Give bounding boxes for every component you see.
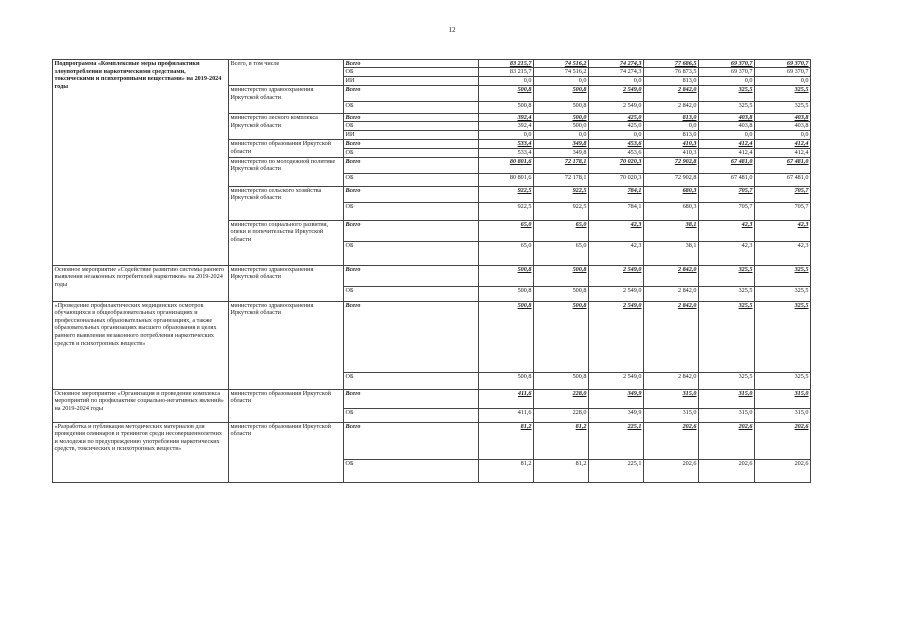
funding-source: ИИ [344, 77, 479, 86]
value-cell: 500,8 [479, 102, 534, 114]
value-cell: 72 902,8 [644, 173, 699, 186]
value-cell: 74 516,2 [534, 68, 589, 77]
value-cell: 0,0 [534, 77, 589, 86]
funding-source: Всего [344, 389, 479, 408]
value-cell: 202,6 [755, 459, 811, 482]
funding-source: ОБ [344, 173, 479, 186]
funding-source: ОБ [344, 202, 479, 220]
value-cell: 0,0 [699, 77, 755, 86]
value-cell: 325,5 [755, 102, 811, 114]
value-cell: 325,5 [755, 86, 811, 102]
value-cell: 410,3 [644, 148, 699, 157]
value-cell: 65,0 [479, 241, 534, 265]
value-cell: 81,2 [534, 422, 589, 459]
program-name: «Проведение профилактических медицинских осмотров обучающихся в общеобразовательных организациях и профессиональных образовательных организациях, а также образовательных организациях высшего образования в целях раннего выявления незаконного потребления наркотических средств и психотропных веществ» [53, 301, 229, 389]
value-cell: 202,6 [644, 459, 699, 482]
value-cell: 784,1 [589, 186, 644, 202]
value-cell: 81,2 [479, 459, 534, 482]
value-cell: 813,0 [644, 131, 699, 140]
funding-source: Всего [344, 186, 479, 202]
value-cell: 0,0 [755, 131, 811, 140]
value-cell: 412,4 [699, 140, 755, 148]
value-cell: 325,5 [699, 286, 755, 301]
value-cell: 813,0 [644, 114, 699, 122]
value-cell: 533,4 [479, 140, 534, 148]
value-cell: 0,0 [589, 77, 644, 86]
budget-table [52, 59, 811, 483]
value-cell: 680,3 [644, 186, 699, 202]
value-cell: 2 842,0 [644, 86, 699, 102]
funding-source: Всего [344, 301, 479, 372]
value-cell: 2 842,0 [644, 286, 699, 301]
value-cell: 453,6 [589, 140, 644, 148]
value-cell: 315,0 [699, 389, 755, 408]
value-cell: 2 842,0 [644, 265, 699, 286]
value-cell: 500,8 [534, 372, 589, 389]
value-cell: 325,5 [699, 86, 755, 102]
table-row-total [53, 60, 811, 68]
funding-source: Всего [344, 220, 479, 241]
funding-source: ОБ [344, 148, 479, 157]
funding-source: Всего [344, 86, 479, 102]
funding-source: ОБ [344, 102, 479, 114]
executor-cell: Всего, в том числе [229, 60, 344, 86]
value-cell: 813,0 [644, 77, 699, 86]
value-cell: 500,0 [534, 114, 589, 122]
value-cell: 2 549,0 [589, 286, 644, 301]
executor-cell: министерство образования Иркутской области [229, 140, 344, 157]
value-cell: 349,9 [589, 408, 644, 422]
value-cell: 65,0 [534, 220, 589, 241]
table-row-total [53, 265, 811, 286]
value-cell: 315,0 [755, 408, 811, 422]
value-cell: 325,5 [755, 265, 811, 286]
executor-cell: министерство лесного комплекса Иркутской области [229, 114, 344, 140]
funding-source: ОБ [344, 459, 479, 482]
value-cell: 425,0 [589, 122, 644, 131]
value-cell: 0,0 [534, 131, 589, 140]
funding-source: ОБ [344, 122, 479, 131]
value-cell: 2 549,0 [589, 301, 644, 372]
funding-source: ОБ [344, 241, 479, 265]
executor-cell: министерство здравоохранения Иркутской области [229, 301, 344, 389]
value-cell: 70 020,3 [589, 173, 644, 186]
value-cell: 2 549,0 [589, 86, 644, 102]
program-name: Основное мероприятие «Содействие развитию системы раннего выявления незаконных потребителей наркотиков» на 2019-2024 годы [53, 265, 229, 301]
value-cell: 784,1 [589, 202, 644, 220]
value-cell: 67 481,0 [699, 173, 755, 186]
value-cell: 2 842,0 [644, 102, 699, 114]
value-cell: 392,4 [479, 122, 534, 131]
executor-cell: министерство сельского хозяйства Иркутской области [229, 186, 344, 220]
value-cell: 202,6 [755, 422, 811, 459]
value-cell: 0,0 [755, 77, 811, 86]
value-cell: 2 842,0 [644, 301, 699, 372]
executor-cell: министерство по молодежной политике Иркутской области [229, 157, 344, 186]
value-cell: 500,8 [534, 286, 589, 301]
value-cell: 500,8 [479, 86, 534, 102]
value-cell: 705,7 [699, 202, 755, 220]
value-cell: 74 516,2 [534, 60, 589, 68]
value-cell: 349,8 [534, 140, 589, 148]
value-cell: 225,1 [589, 459, 644, 482]
value-cell: 69 370,7 [755, 60, 811, 68]
value-cell: 425,0 [589, 114, 644, 122]
value-cell: 411,6 [479, 389, 534, 408]
value-cell: 403,8 [699, 122, 755, 131]
value-cell: 42,3 [589, 220, 644, 241]
value-cell: 2 549,0 [589, 372, 644, 389]
value-cell: 225,1 [589, 422, 644, 459]
value-cell: 81,2 [534, 459, 589, 482]
value-cell: 315,0 [755, 389, 811, 408]
value-cell: 403,8 [755, 122, 811, 131]
value-cell: 202,6 [699, 459, 755, 482]
funding-source: ИИ [344, 131, 479, 140]
value-cell: 67 481,0 [755, 157, 811, 173]
executor-cell: министерство здравоохранения Иркутской области [229, 86, 344, 114]
value-cell: 325,5 [755, 286, 811, 301]
value-cell: 922,5 [479, 202, 534, 220]
value-cell: 349,9 [589, 389, 644, 408]
value-cell: 500,8 [534, 86, 589, 102]
value-cell: 533,4 [479, 148, 534, 157]
funding-source: ОБ [344, 372, 479, 389]
value-cell: 705,7 [699, 186, 755, 202]
executor-cell: министерство здравоохранения Иркутской области [229, 265, 344, 301]
value-cell: 500,8 [479, 301, 534, 372]
value-cell: 349,8 [534, 148, 589, 157]
value-cell: 42,3 [755, 220, 811, 241]
value-cell: 2 842,0 [644, 372, 699, 389]
funding-source: Всего [344, 265, 479, 286]
value-cell: 2 549,0 [589, 265, 644, 286]
value-cell: 80 801,6 [479, 157, 534, 173]
funding-source: Всего [344, 157, 479, 173]
funding-source: Всего [344, 60, 479, 68]
value-cell: 202,6 [644, 422, 699, 459]
table-row-total [53, 389, 811, 408]
value-cell: 0,0 [699, 131, 755, 140]
value-cell: 80 801,6 [479, 173, 534, 186]
value-cell: 315,0 [699, 408, 755, 422]
value-cell: 680,3 [644, 202, 699, 220]
funding-source: Всего [344, 422, 479, 459]
value-cell: 500,8 [479, 286, 534, 301]
value-cell: 228,0 [534, 389, 589, 408]
value-cell: 81,2 [479, 422, 534, 459]
funding-source: ОБ [344, 68, 479, 77]
value-cell: 65,0 [534, 241, 589, 265]
value-cell: 72 902,8 [644, 157, 699, 173]
program-name: Подпрограмма «Комплексные меры профилактики злоупотребления наркотическими средствами, токсическими и психотропными веществами» на 2019-2024 годы [53, 60, 229, 266]
value-cell: 76 873,5 [644, 68, 699, 77]
value-cell: 83 215,7 [479, 68, 534, 77]
value-cell: 0,0 [589, 131, 644, 140]
value-cell: 705,7 [755, 186, 811, 202]
value-cell: 69 370,7 [699, 68, 755, 77]
value-cell: 403,8 [755, 114, 811, 122]
value-cell: 410,3 [644, 140, 699, 148]
value-cell: 325,5 [699, 265, 755, 286]
value-cell: 0,0 [479, 77, 534, 86]
program-name: Основное мероприятие «Организация и проведение комплекса мероприятий по профилактике социально-негативных явлений» на 2019-2024 годы [53, 389, 229, 422]
value-cell: 325,5 [699, 301, 755, 372]
value-cell: 411,6 [479, 408, 534, 422]
executor-cell: министерство образования Иркутской области [229, 389, 344, 422]
value-cell: 325,5 [699, 372, 755, 389]
value-cell: 69 370,7 [755, 68, 811, 77]
executor-cell: министерство социального развития, опеки и попечительства Иркутской области [229, 220, 344, 265]
program-name: «Разработка и публикация методических материалов для проведения семинаров и тренингов среди несовершеннолетних и молодежи по предупреждению употребления наркотических средств, токсических и психотропных веществ» [53, 422, 229, 482]
value-cell: 922,5 [534, 186, 589, 202]
value-cell: 922,5 [479, 186, 534, 202]
value-cell: 0,0 [479, 131, 534, 140]
value-cell: 500,8 [479, 372, 534, 389]
value-cell: 500,8 [479, 265, 534, 286]
value-cell: 42,3 [699, 241, 755, 265]
table-row-total [53, 422, 811, 459]
value-cell: 72 178,1 [534, 173, 589, 186]
value-cell: 325,5 [755, 372, 811, 389]
value-cell: 392,4 [479, 114, 534, 122]
value-cell: 500,8 [534, 265, 589, 286]
funding-source: Всего [344, 114, 479, 122]
value-cell: 412,4 [755, 148, 811, 157]
page-number: 12 [448, 26, 456, 34]
value-cell: 403,8 [699, 114, 755, 122]
executor-cell: министерство образования Иркутской области [229, 422, 344, 482]
value-cell: 72 178,1 [534, 157, 589, 173]
value-cell: 315,0 [644, 389, 699, 408]
value-cell: 67 481,0 [755, 173, 811, 186]
value-cell: 65,0 [479, 220, 534, 241]
value-cell: 453,6 [589, 148, 644, 157]
value-cell: 412,4 [699, 148, 755, 157]
funding-source: ОБ [344, 408, 479, 422]
value-cell: 83 215,7 [479, 60, 534, 68]
value-cell: 922,5 [534, 202, 589, 220]
value-cell: 412,4 [755, 140, 811, 148]
value-cell: 500,8 [534, 301, 589, 372]
value-cell: 500,0 [534, 122, 589, 131]
value-cell: 2 549,0 [589, 102, 644, 114]
value-cell: 42,3 [589, 241, 644, 265]
value-cell: 74 274,3 [589, 68, 644, 77]
value-cell: 202,6 [699, 422, 755, 459]
table-row-total [53, 301, 811, 372]
value-cell: 705,7 [755, 202, 811, 220]
value-cell: 325,5 [755, 301, 811, 372]
value-cell: 77 686,5 [644, 60, 699, 68]
value-cell: 70 020,3 [589, 157, 644, 173]
value-cell: 325,5 [699, 102, 755, 114]
value-cell: 67 481,0 [699, 157, 755, 173]
value-cell: 42,3 [699, 220, 755, 241]
value-cell: 38,1 [644, 220, 699, 241]
funding-source: Всего [344, 140, 479, 148]
value-cell: 315,0 [644, 408, 699, 422]
value-cell: 42,3 [755, 241, 811, 265]
value-cell: 69 370,7 [699, 60, 755, 68]
value-cell: 74 274,3 [589, 60, 644, 68]
funding-source: ОБ [344, 286, 479, 301]
value-cell: 38,1 [644, 241, 699, 265]
value-cell: 500,8 [534, 102, 589, 114]
value-cell: 228,0 [534, 408, 589, 422]
value-cell: 0,0 [644, 122, 699, 131]
